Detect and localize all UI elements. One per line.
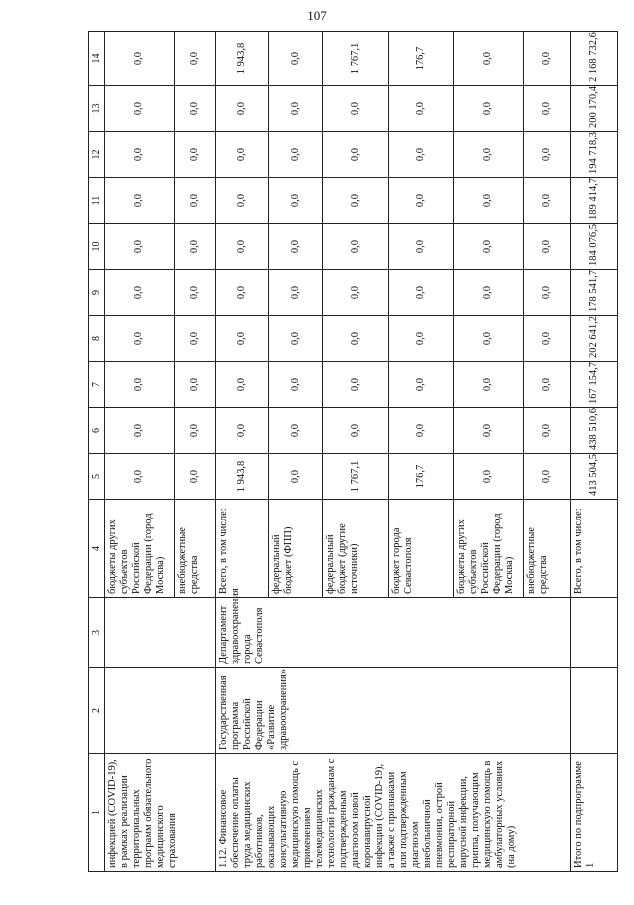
value-cell: 0,0 — [174, 224, 215, 270]
column-header: 6 — [89, 408, 105, 454]
value-cell: 0,0 — [523, 454, 570, 500]
value-cell: 2 168 732,6 — [570, 32, 617, 86]
funding-source-cell: Всего, в том числе: — [570, 500, 617, 598]
column-header: 11 — [89, 178, 105, 224]
funding-source-cell: бюджеты других субъектов Российской Федерации (город Москва) — [105, 500, 175, 598]
value-cell: 0,0 — [322, 178, 389, 224]
value-cell: 0,0 — [105, 86, 175, 132]
table-row — [215, 32, 269, 872]
value-cell: 0,0 — [105, 224, 175, 270]
value-cell: 0,0 — [453, 408, 523, 454]
value-cell: 0,0 — [269, 132, 323, 178]
value-cell: 0,0 — [269, 454, 323, 500]
value-cell: 0,0 — [174, 86, 215, 132]
total-label-cell: Итого по подпрограмме 1 — [570, 754, 617, 872]
program-cell — [570, 668, 617, 754]
value-cell: 0,0 — [215, 224, 269, 270]
value-cell: 0,0 — [453, 132, 523, 178]
value-cell: 0,0 — [322, 362, 389, 408]
value-cell: 0,0 — [389, 362, 453, 408]
executor-cell: Департамент здравоохранения города Севастополя — [215, 598, 570, 668]
value-cell: 189 414,7 — [570, 178, 617, 224]
value-cell: 0,0 — [105, 178, 175, 224]
column-header: 12 — [89, 132, 105, 178]
column-header: 10 — [89, 224, 105, 270]
funding-source-cell: внебюджетные средства — [174, 500, 215, 598]
value-cell: 0,0 — [215, 178, 269, 224]
value-cell: 0,0 — [523, 32, 570, 86]
value-cell: 0,0 — [269, 86, 323, 132]
value-cell: 176,7 — [389, 454, 453, 500]
value-cell: 0,0 — [389, 132, 453, 178]
value-cell: 0,0 — [523, 362, 570, 408]
value-cell: 0,0 — [269, 408, 323, 454]
value-cell: 0,0 — [269, 316, 323, 362]
value-cell: 0,0 — [215, 270, 269, 316]
value-cell: 0,0 — [105, 270, 175, 316]
value-cell: 413 504,5 — [570, 454, 617, 500]
value-cell: 0,0 — [389, 270, 453, 316]
value-cell: 0,0 — [174, 362, 215, 408]
value-cell: 0,0 — [215, 316, 269, 362]
value-cell: 202 641,2 — [570, 316, 617, 362]
value-cell: 0,0 — [322, 86, 389, 132]
column-header: 1 — [89, 754, 105, 872]
value-cell: 1 943,8 — [215, 454, 269, 500]
value-cell: 0,0 — [215, 132, 269, 178]
measure-name-cell: инфекцией (COVID-19), в рамках реализации территориальных программ обязательного медицинского страхования — [105, 754, 216, 872]
value-cell: 0,0 — [453, 178, 523, 224]
value-cell: 0,0 — [453, 224, 523, 270]
table-row-total — [570, 32, 617, 872]
value-cell: 0,0 — [174, 132, 215, 178]
value-cell: 0,0 — [453, 454, 523, 500]
program-cell: Государственная программа Российской Федерации «Развитие здравоохранения» — [215, 668, 570, 754]
value-cell: 0,0 — [389, 86, 453, 132]
funding-source-cell: федеральный бюджет (ФПП) — [269, 500, 323, 598]
value-cell: 0,0 — [105, 362, 175, 408]
value-cell: 0,0 — [453, 270, 523, 316]
budget-table — [88, 31, 618, 872]
value-cell: 178 541,7 — [570, 270, 617, 316]
value-cell: 0,0 — [215, 408, 269, 454]
value-cell: 0,0 — [389, 316, 453, 362]
value-cell: 0,0 — [453, 32, 523, 86]
value-cell: 0,0 — [105, 316, 175, 362]
value-cell: 438 510,6 — [570, 408, 617, 454]
value-cell: 184 076,5 — [570, 224, 617, 270]
value-cell: 0,0 — [322, 316, 389, 362]
value-cell: 0,0 — [174, 408, 215, 454]
column-header: 7 — [89, 362, 105, 408]
value-cell: 0,0 — [105, 408, 175, 454]
value-cell: 0,0 — [322, 224, 389, 270]
value-cell: 0,0 — [453, 316, 523, 362]
value-cell: 0,0 — [215, 362, 269, 408]
column-header: 5 — [89, 454, 105, 500]
value-cell: 200 170,4 — [570, 86, 617, 132]
funding-source-cell: внебюджетные средства — [523, 500, 570, 598]
page-number: 107 — [307, 8, 327, 23]
funding-source-cell: Всего, в том числе: — [215, 500, 269, 598]
value-cell: 0,0 — [269, 270, 323, 316]
value-cell: 0,0 — [453, 86, 523, 132]
value-cell: 0,0 — [523, 408, 570, 454]
value-cell: 0,0 — [523, 224, 570, 270]
value-cell: 0,0 — [269, 224, 323, 270]
measure-name-cell: 1.12. Финансовое обеспечение оплаты труда медицинских работников, оказывающих консультативную медицинскую помощь с применением телемедицинских технологий гражданам с подтвержденным диагнозом новой коронавирусной инфекции (COVID-19), а также с признаками или подтвержденным диагнозом внебольничной пневмонии, острой респираторной вирусной инфекции, гриппа, получающим медицинскую помощь в амбулаторных условиях (на дому) — [215, 754, 570, 872]
value-cell: 1 767,1 — [322, 32, 389, 86]
funding-source-cell: федеральный бюджет (другие источники) — [322, 500, 389, 598]
value-cell: 0,0 — [523, 270, 570, 316]
value-cell: 0,0 — [269, 178, 323, 224]
value-cell: 0,0 — [322, 132, 389, 178]
value-cell: 0,0 — [174, 454, 215, 500]
header-row — [89, 32, 105, 872]
value-cell: 0,0 — [322, 270, 389, 316]
value-cell: 0,0 — [523, 132, 570, 178]
value-cell: 0,0 — [174, 270, 215, 316]
value-cell: 0,0 — [174, 316, 215, 362]
column-header: 8 — [89, 316, 105, 362]
value-cell: 0,0 — [105, 454, 175, 500]
value-cell: 1 767,1 — [322, 454, 389, 500]
value-cell: 0,0 — [174, 178, 215, 224]
value-cell: 0,0 — [105, 32, 175, 86]
value-cell: 0,0 — [269, 32, 323, 86]
value-cell: 0,0 — [453, 362, 523, 408]
value-cell: 0,0 — [523, 178, 570, 224]
funding-source-cell: бюджет города Севастополя — [389, 500, 453, 598]
value-cell: 0,0 — [269, 362, 323, 408]
column-header: 14 — [89, 32, 105, 86]
value-cell: 0,0 — [523, 86, 570, 132]
column-header: 3 — [89, 598, 105, 668]
value-cell: 0,0 — [389, 408, 453, 454]
value-cell: 0,0 — [105, 132, 175, 178]
value-cell: 0,0 — [215, 86, 269, 132]
value-cell: 0,0 — [389, 178, 453, 224]
value-cell: 0,0 — [523, 316, 570, 362]
executor-cell — [570, 598, 617, 668]
rotated-table-container — [88, 32, 618, 872]
value-cell: 176,7 — [389, 32, 453, 86]
column-header: 4 — [89, 500, 105, 598]
funding-source-cell: бюджеты других субъектов Российской Федерации (город Москва) — [453, 500, 523, 598]
value-cell: 0,0 — [322, 408, 389, 454]
executor-cell — [105, 598, 216, 668]
column-header: 2 — [89, 668, 105, 754]
value-cell: 0,0 — [389, 224, 453, 270]
value-cell: 167 154,7 — [570, 362, 617, 408]
table-row — [105, 32, 175, 872]
column-header: 13 — [89, 86, 105, 132]
program-cell — [105, 668, 216, 754]
value-cell: 1 943,8 — [215, 32, 269, 86]
column-header: 9 — [89, 270, 105, 316]
value-cell: 0,0 — [174, 32, 215, 86]
value-cell: 194 718,3 — [570, 132, 617, 178]
